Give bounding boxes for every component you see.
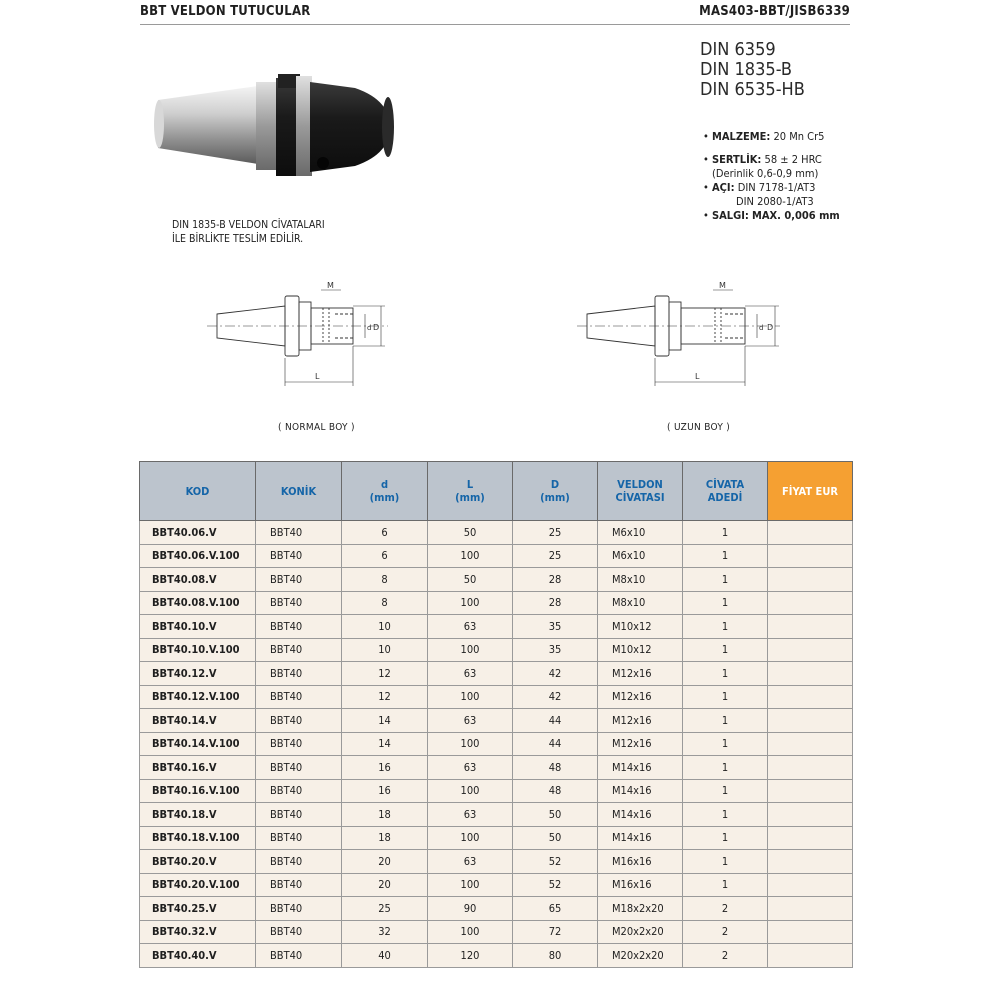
cell-D: 80 bbox=[513, 944, 598, 968]
cell-D: 42 bbox=[513, 685, 598, 709]
cell-fiyat bbox=[768, 732, 853, 756]
cell-fiyat bbox=[768, 615, 853, 639]
cell-konik: BBT40 bbox=[256, 803, 342, 827]
cell-konik: BBT40 bbox=[256, 897, 342, 921]
cell-kod: BBT40.16.V bbox=[140, 756, 256, 780]
spec-sertlik-note: (Derinlik 0,6-0,9 mm) bbox=[712, 167, 819, 180]
din-standard-2: DIN 1835-B bbox=[700, 59, 793, 80]
cell-D: 44 bbox=[513, 732, 598, 756]
standard-code: MAS403-BBT/JISB6339 bbox=[699, 4, 850, 19]
cell-kod: BBT40.20.V.100 bbox=[140, 873, 256, 897]
cell-kod: BBT40.18.V bbox=[140, 803, 256, 827]
cell-kod: BBT40.14.V.100 bbox=[140, 732, 256, 756]
cell-d: 8 bbox=[342, 591, 428, 615]
table-row bbox=[140, 756, 853, 780]
cell-konik: BBT40 bbox=[256, 709, 342, 733]
cell-konik: BBT40 bbox=[256, 615, 342, 639]
cell-D: 28 bbox=[513, 591, 598, 615]
din-standards bbox=[700, 40, 805, 100]
cell-L: 100 bbox=[428, 779, 513, 803]
col-konik: KONİK bbox=[256, 462, 342, 521]
cell-L: 63 bbox=[428, 803, 513, 827]
cell-fiyat bbox=[768, 521, 853, 545]
cell-adet: 2 bbox=[683, 897, 768, 921]
cell-kod: BBT40.10.V.100 bbox=[140, 638, 256, 662]
cell-veldon: M16x16 bbox=[598, 850, 683, 874]
cell-adet: 1 bbox=[683, 709, 768, 733]
cell-fiyat bbox=[768, 873, 853, 897]
cell-kod: BBT40.10.V bbox=[140, 615, 256, 639]
cell-veldon: M18x2x20 bbox=[598, 897, 683, 921]
spec-aci: • AÇI: DIN 7178-1/AT3 bbox=[703, 181, 816, 194]
cell-d: 16 bbox=[342, 756, 428, 780]
spec-aci-2: DIN 2080-1/AT3 bbox=[736, 195, 814, 208]
col-veldon: VELDON CİVATASI bbox=[598, 462, 683, 521]
cell-d: 25 bbox=[342, 897, 428, 921]
cell-d: 18 bbox=[342, 803, 428, 827]
cell-L: 100 bbox=[428, 920, 513, 944]
cell-adet: 1 bbox=[683, 850, 768, 874]
cell-L: 100 bbox=[428, 873, 513, 897]
drawing-long bbox=[575, 278, 785, 393]
cell-fiyat bbox=[768, 850, 853, 874]
cell-kod: BBT40.08.V bbox=[140, 568, 256, 592]
cell-d: 12 bbox=[342, 662, 428, 686]
cell-D: 35 bbox=[513, 638, 598, 662]
cell-veldon: M14x16 bbox=[598, 756, 683, 780]
dim-L-label-long: L bbox=[695, 372, 700, 381]
cell-d: 16 bbox=[342, 779, 428, 803]
cell-d: 14 bbox=[342, 732, 428, 756]
cell-L: 63 bbox=[428, 662, 513, 686]
cell-kod: BBT40.16.V.100 bbox=[140, 779, 256, 803]
cell-d: 8 bbox=[342, 568, 428, 592]
cell-adet: 1 bbox=[683, 826, 768, 850]
delivery-note bbox=[172, 218, 325, 246]
cell-veldon: M10x12 bbox=[598, 615, 683, 639]
din-standard-1: DIN 6359 bbox=[700, 39, 776, 60]
dim-L-label: L bbox=[315, 372, 320, 381]
table-row bbox=[140, 662, 853, 686]
cell-L: 90 bbox=[428, 897, 513, 921]
cell-fiyat bbox=[768, 756, 853, 780]
drawing-normal bbox=[205, 278, 390, 393]
cell-adet: 1 bbox=[683, 685, 768, 709]
cell-D: 35 bbox=[513, 615, 598, 639]
cell-D: 50 bbox=[513, 826, 598, 850]
table-row bbox=[140, 615, 853, 639]
cell-adet: 1 bbox=[683, 591, 768, 615]
cell-adet: 1 bbox=[683, 756, 768, 780]
cell-D: 65 bbox=[513, 897, 598, 921]
cell-kod: BBT40.14.V bbox=[140, 709, 256, 733]
cell-fiyat bbox=[768, 568, 853, 592]
cell-kod: BBT40.06.V.100 bbox=[140, 544, 256, 568]
dim-D-label: D bbox=[373, 323, 380, 332]
cell-konik: BBT40 bbox=[256, 568, 342, 592]
table-row bbox=[140, 544, 853, 568]
cell-d: 10 bbox=[342, 615, 428, 639]
table-row bbox=[140, 568, 853, 592]
cell-konik: BBT40 bbox=[256, 920, 342, 944]
table-row bbox=[140, 920, 853, 944]
cell-kod: BBT40.08.V.100 bbox=[140, 591, 256, 615]
cell-konik: BBT40 bbox=[256, 591, 342, 615]
cell-veldon: M12x16 bbox=[598, 685, 683, 709]
cell-d: 6 bbox=[342, 544, 428, 568]
normal-length-label: ( NORMAL BOY ) bbox=[278, 422, 355, 433]
table-row bbox=[140, 779, 853, 803]
table-row bbox=[140, 638, 853, 662]
col-L: L (mm) bbox=[428, 462, 513, 521]
table-row bbox=[140, 873, 853, 897]
cell-d: 20 bbox=[342, 850, 428, 874]
cell-veldon: M8x10 bbox=[598, 591, 683, 615]
cell-fiyat bbox=[768, 638, 853, 662]
cell-d: 6 bbox=[342, 521, 428, 545]
cell-d: 20 bbox=[342, 873, 428, 897]
cell-veldon: M6x10 bbox=[598, 521, 683, 545]
cell-L: 100 bbox=[428, 638, 513, 662]
cell-d: 18 bbox=[342, 826, 428, 850]
cell-konik: BBT40 bbox=[256, 756, 342, 780]
table-header-row bbox=[140, 462, 853, 521]
col-fiyat: FİYAT EUR bbox=[768, 462, 853, 521]
cell-d: 12 bbox=[342, 685, 428, 709]
cell-konik: BBT40 bbox=[256, 521, 342, 545]
cell-L: 100 bbox=[428, 732, 513, 756]
cell-kod: BBT40.20.V bbox=[140, 850, 256, 874]
cell-adet: 1 bbox=[683, 873, 768, 897]
table-row bbox=[140, 897, 853, 921]
cell-konik: BBT40 bbox=[256, 662, 342, 686]
col-D: D (mm) bbox=[513, 462, 598, 521]
cell-veldon: M12x16 bbox=[598, 732, 683, 756]
cell-adet: 1 bbox=[683, 615, 768, 639]
cell-konik: BBT40 bbox=[256, 685, 342, 709]
cell-fiyat bbox=[768, 709, 853, 733]
tool-holder-photo bbox=[150, 60, 395, 195]
note-line-2: İLE BİRLİKTE TESLİM EDİLİR. bbox=[172, 233, 304, 245]
cell-veldon: M14x16 bbox=[598, 779, 683, 803]
cell-veldon: M20x2x20 bbox=[598, 920, 683, 944]
spec-malzeme: • MALZEME: 20 Mn Cr5 bbox=[703, 130, 825, 143]
cell-D: 50 bbox=[513, 803, 598, 827]
cell-d: 40 bbox=[342, 944, 428, 968]
note-line-1: DIN 1835-B VELDON CİVATALARI bbox=[172, 219, 325, 231]
cell-fiyat bbox=[768, 685, 853, 709]
cell-veldon: M12x16 bbox=[598, 709, 683, 733]
cell-fiyat bbox=[768, 897, 853, 921]
cell-L: 63 bbox=[428, 709, 513, 733]
cell-veldon: M8x10 bbox=[598, 568, 683, 592]
cell-adet: 1 bbox=[683, 803, 768, 827]
cell-fiyat bbox=[768, 779, 853, 803]
cell-fiyat bbox=[768, 920, 853, 944]
cell-adet: 2 bbox=[683, 920, 768, 944]
cell-d: 32 bbox=[342, 920, 428, 944]
cell-fiyat bbox=[768, 544, 853, 568]
cell-adet: 1 bbox=[683, 638, 768, 662]
cell-L: 63 bbox=[428, 615, 513, 639]
din-standard-3: DIN 6535-HB bbox=[700, 79, 805, 100]
cell-veldon: M14x16 bbox=[598, 826, 683, 850]
cell-adet: 1 bbox=[683, 521, 768, 545]
cell-D: 48 bbox=[513, 756, 598, 780]
table-row bbox=[140, 732, 853, 756]
cell-D: 25 bbox=[513, 521, 598, 545]
table-row bbox=[140, 826, 853, 850]
cell-veldon: M10x12 bbox=[598, 638, 683, 662]
cell-kod: BBT40.32.V bbox=[140, 920, 256, 944]
col-d: d (mm) bbox=[342, 462, 428, 521]
cell-adet: 1 bbox=[683, 732, 768, 756]
col-civata: CİVATA ADEDİ bbox=[683, 462, 768, 521]
cell-L: 63 bbox=[428, 850, 513, 874]
long-length-label: ( UZUN BOY ) bbox=[667, 422, 731, 433]
cell-veldon: M6x10 bbox=[598, 544, 683, 568]
cell-kod: BBT40.12.V bbox=[140, 662, 256, 686]
cell-kod: BBT40.06.V bbox=[140, 521, 256, 545]
cell-fiyat bbox=[768, 662, 853, 686]
dim-m-label: M bbox=[327, 281, 334, 290]
cell-adet: 2 bbox=[683, 944, 768, 968]
cell-konik: BBT40 bbox=[256, 638, 342, 662]
cell-kod: BBT40.25.V bbox=[140, 897, 256, 921]
cell-D: 28 bbox=[513, 568, 598, 592]
cell-adet: 1 bbox=[683, 779, 768, 803]
cell-D: 44 bbox=[513, 709, 598, 733]
cell-konik: BBT40 bbox=[256, 732, 342, 756]
col-kod: KOD bbox=[140, 462, 256, 521]
product-table bbox=[139, 461, 853, 968]
table-row bbox=[140, 803, 853, 827]
cell-D: 72 bbox=[513, 920, 598, 944]
cell-veldon: M20x2x20 bbox=[598, 944, 683, 968]
spec-salgi: • SALGI: MAX. 0,006 mm bbox=[703, 209, 840, 222]
table-row bbox=[140, 591, 853, 615]
cell-D: 25 bbox=[513, 544, 598, 568]
page-title: BBT VELDON TUTUCULAR bbox=[140, 4, 311, 19]
cell-L: 100 bbox=[428, 826, 513, 850]
table-row bbox=[140, 709, 853, 733]
cell-fiyat bbox=[768, 826, 853, 850]
cell-konik: BBT40 bbox=[256, 944, 342, 968]
dim-m-label-long: M bbox=[719, 281, 726, 290]
cell-fiyat bbox=[768, 803, 853, 827]
cell-adet: 1 bbox=[683, 544, 768, 568]
table-row bbox=[140, 521, 853, 545]
cell-konik: BBT40 bbox=[256, 779, 342, 803]
cell-veldon: M16x16 bbox=[598, 873, 683, 897]
cell-fiyat bbox=[768, 944, 853, 968]
cell-L: 50 bbox=[428, 568, 513, 592]
cell-d: 14 bbox=[342, 709, 428, 733]
cell-L: 100 bbox=[428, 544, 513, 568]
cell-veldon: M14x16 bbox=[598, 803, 683, 827]
dim-D-label-long: D bbox=[767, 323, 774, 332]
table-row bbox=[140, 944, 853, 968]
cell-L: 120 bbox=[428, 944, 513, 968]
table-row bbox=[140, 685, 853, 709]
cell-konik: BBT40 bbox=[256, 826, 342, 850]
cell-D: 48 bbox=[513, 779, 598, 803]
dim-d-label: d bbox=[367, 324, 372, 332]
cell-d: 10 bbox=[342, 638, 428, 662]
cell-veldon: M12x16 bbox=[598, 662, 683, 686]
cell-kod: BBT40.40.V bbox=[140, 944, 256, 968]
spec-sertlik: • SERTLİK: 58 ± 2 HRC bbox=[703, 153, 822, 166]
specifications bbox=[703, 130, 840, 223]
cell-L: 100 bbox=[428, 591, 513, 615]
cell-D: 42 bbox=[513, 662, 598, 686]
cell-konik: BBT40 bbox=[256, 544, 342, 568]
cell-adet: 1 bbox=[683, 662, 768, 686]
cell-konik: BBT40 bbox=[256, 873, 342, 897]
cell-L: 50 bbox=[428, 521, 513, 545]
cell-kod: BBT40.18.V.100 bbox=[140, 826, 256, 850]
cell-kod: BBT40.12.V.100 bbox=[140, 685, 256, 709]
cell-konik: BBT40 bbox=[256, 850, 342, 874]
cell-D: 52 bbox=[513, 850, 598, 874]
cell-L: 100 bbox=[428, 685, 513, 709]
cell-D: 52 bbox=[513, 873, 598, 897]
dim-d-label-long: d bbox=[759, 324, 764, 332]
header-divider bbox=[140, 24, 850, 25]
table-row bbox=[140, 850, 853, 874]
cell-fiyat bbox=[768, 591, 853, 615]
cell-L: 63 bbox=[428, 756, 513, 780]
cell-adet: 1 bbox=[683, 568, 768, 592]
